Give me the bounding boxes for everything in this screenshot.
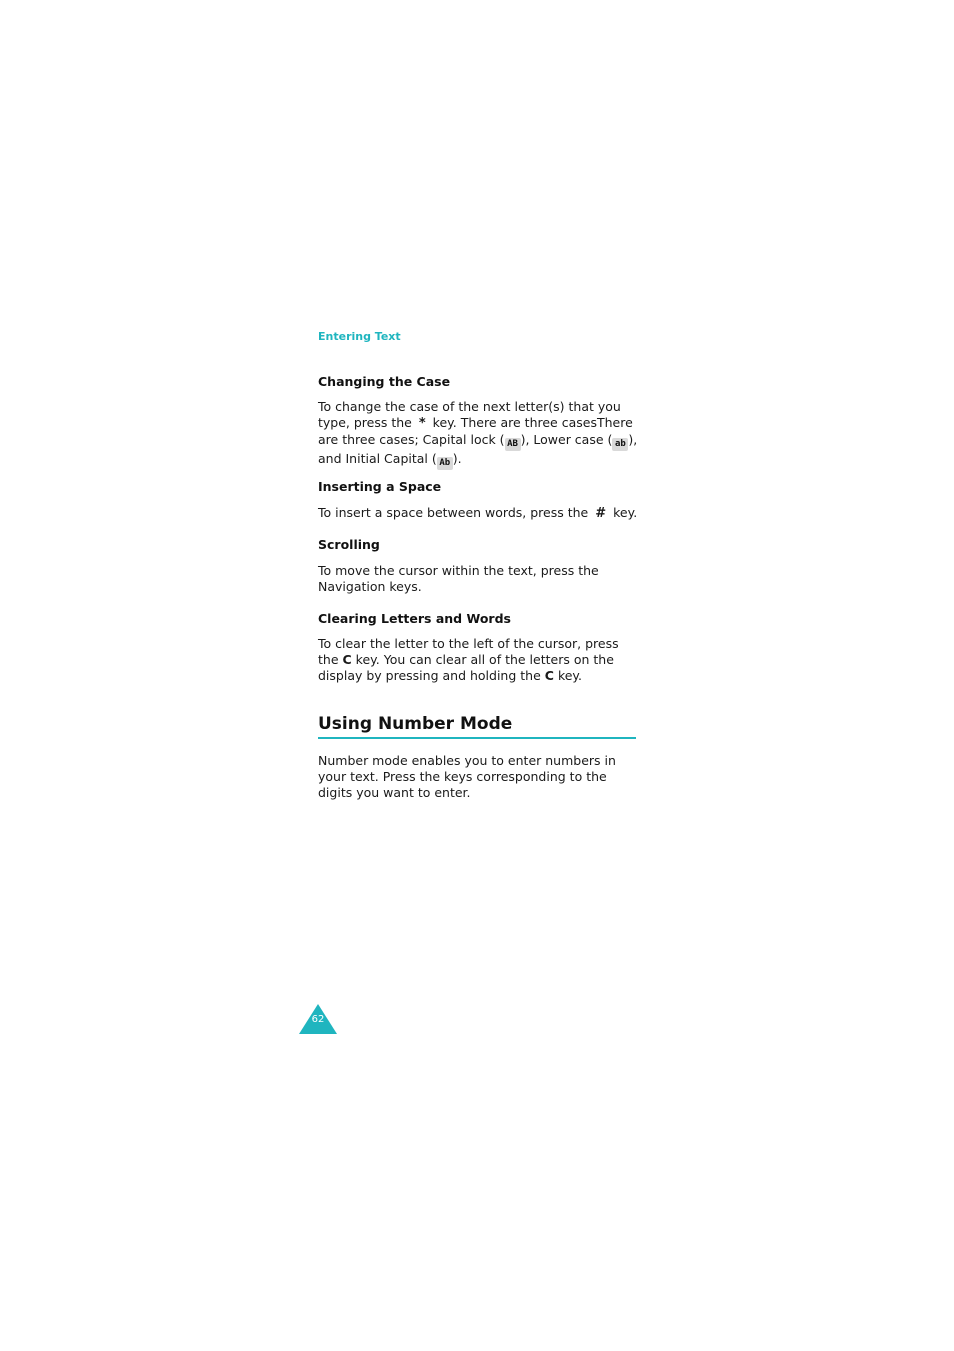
inserting-space-heading: Inserting a Space [318, 479, 442, 494]
number-mode-paragraph: Number mode enables you to enter numbers in your text. Press the keys corresponding to the digits you want to enter. [318, 753, 616, 800]
changing-case-text-5: ). [452, 451, 462, 466]
changing-case-text-3: ), Lower case ( [520, 432, 613, 447]
hash-key-icon: # [595, 506, 607, 521]
number-mode-heading: Using Number Mode [318, 714, 636, 739]
changing-case-text-1: To change the case of the next letter(s) that you type, press the [318, 399, 621, 430]
inserting-space-text-2: key. [613, 505, 638, 520]
changing-case-text-4: ), and Initial Capital ( [318, 432, 638, 466]
star-key-icon: * [418, 416, 426, 431]
clearing-text-1: To clear the letter to the left of the cursor, press the [318, 636, 619, 667]
section-label: Entering Text [318, 330, 401, 343]
changing-case-paragraph [318, 399, 643, 470]
changing-case-text-2: key. There are three casesThere are three cases; Capital lock ( [318, 415, 633, 447]
changing-case-heading: Changing the Case [318, 374, 451, 389]
clearing-paragraph [318, 636, 643, 684]
c-key-label: C [544, 668, 554, 683]
c-key-label: C [342, 652, 352, 667]
clearing-text-3: key. [557, 668, 583, 683]
initial-capital-icon: Ab [437, 457, 453, 470]
clearing-heading: Clearing Letters and Words [318, 611, 511, 626]
scrolling-heading: Scrolling [318, 537, 380, 552]
clearing-text-2: key. You can clear all of the letters on the display by pressing and holding the [318, 652, 614, 683]
capital-lock-icon: AB [505, 438, 521, 451]
inserting-space-paragraph [318, 505, 643, 522]
scrolling-paragraph: To move the cursor within the text, press the Navigation keys. [318, 563, 599, 594]
lower-case-icon: ab [612, 438, 628, 451]
page-number: 62 [311, 1014, 325, 1025]
inserting-space-text-1: To insert a space between words, press the [318, 505, 589, 520]
